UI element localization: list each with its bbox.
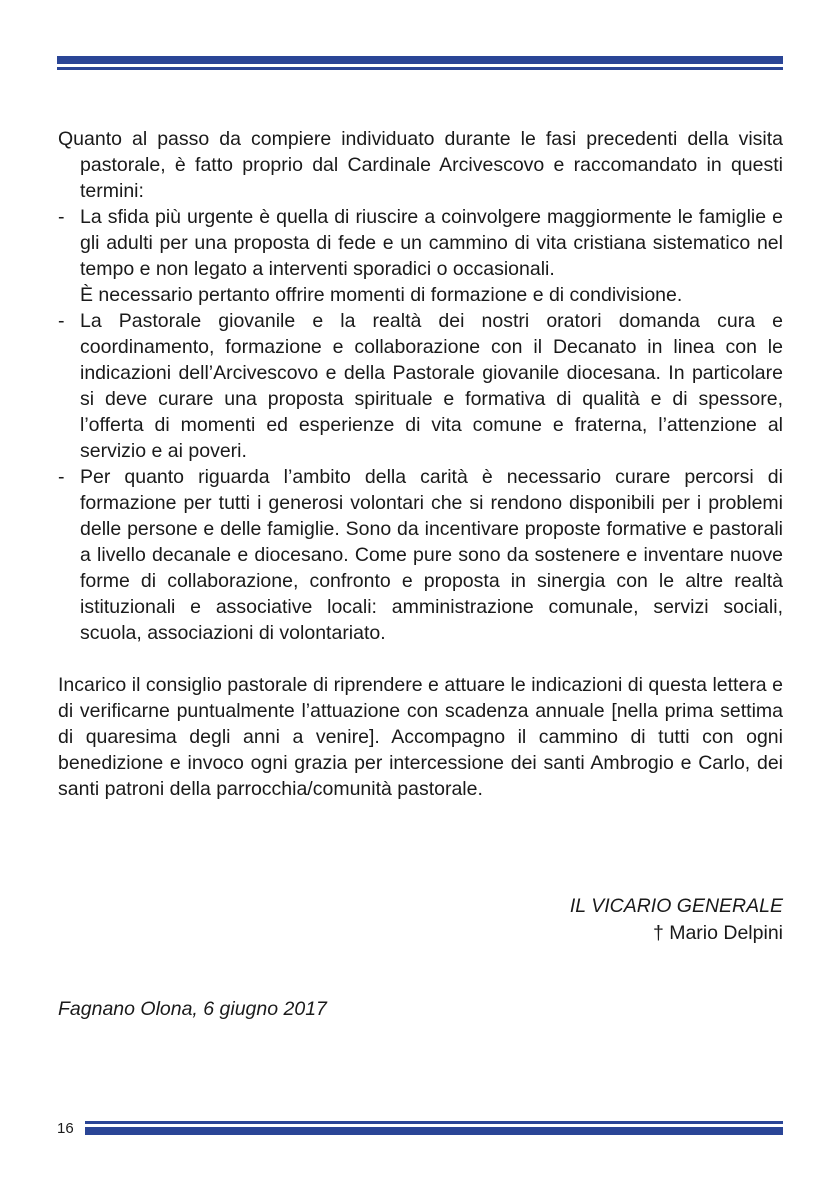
- closing-paragraph: Incarico il consiglio pastorale di riprendere e attuare le indicazioni di questa lettera e di verificarne puntualmente l’attuazione con scadenza annuale [nella prima settima di quaresima degli anni a venire]. Accompagno il cammino di tutti con ogni benedizione e invoco ogni grazia per intercessione dei santi Ambrogio e Carlo, dei santi patroni della parrocchia/comunità pastorale.: [58, 674, 783, 800]
- signature-title: IL VICARIO GENERALE: [569, 895, 783, 917]
- signature-block: [570, 893, 783, 947]
- list-item: [58, 308, 783, 464]
- header-rule-thick: [57, 56, 783, 64]
- list-item-text: Per quanto riguarda l’ambito della carità è necessario curare percorsi di formazione per tutti i generosi volontari che si rendono disponibili per i problemi delle persone e delle famiglie. Sono da incentivare proposte formative e pastorali a livello decanale e diocesano. Come pure sono da sostenere e inventare nuove forme di collaborazione, confronto e proposta in sinergia con le altre realtà istituzionali e associative locali: amministrazione comunale, servizi sociali, scuola, associazioni di volontariato.: [80, 466, 783, 644]
- recommendation-list: [58, 204, 783, 646]
- list-item: [58, 464, 783, 646]
- list-item-extra: È necessario pertanto offrire momenti di formazione e di condivisione.: [80, 284, 683, 306]
- footer-rule-thick: [85, 1127, 783, 1135]
- place-date: Fagnano Olona, 6 giugno 2017: [58, 998, 327, 1020]
- intro-paragraph: Quanto al passo da compiere individuato durante le fasi precedenti della visita pastorale, è fatto proprio dal Cardinale Arcivescovo e raccomandato in questi termini:: [58, 128, 783, 202]
- list-dash: -: [58, 310, 65, 332]
- signature-name: † Mario Delpini: [652, 922, 783, 944]
- list-item-text: La sfida più urgente è quella di riuscire a coinvolgere maggiormente le famiglie e gli adulti per una proposta di fede e un cammino di vita cristiana sistematico nel tempo e non legato a interventi sporadici o occasionali.: [80, 206, 783, 280]
- footer: [57, 1118, 783, 1138]
- list-dash: -: [58, 206, 65, 228]
- list-item-text: La Pastorale giovanile e la realtà dei nostri oratori domanda cura e coordinamento, formazione e collaborazione con il Decanato in linea con le indicazioni dell’Arcivescovo e della Pastorale giovanile diocesana. In particolare si deve curare una proposta spirituale e formativa di qualità e di spessore, l’offerta di momenti ed esperienze di vita comune e fraterna, l’attenzione al servizio e ai poveri.: [80, 310, 783, 462]
- page-number: 16: [57, 1120, 74, 1137]
- letter-body: [58, 126, 783, 802]
- header-rule: [57, 56, 783, 70]
- footer-rule-thin: [85, 1121, 783, 1124]
- list-item: [58, 204, 783, 308]
- header-rule-thin: [57, 67, 783, 70]
- footer-rule: [85, 1121, 783, 1135]
- list-dash: -: [58, 466, 65, 488]
